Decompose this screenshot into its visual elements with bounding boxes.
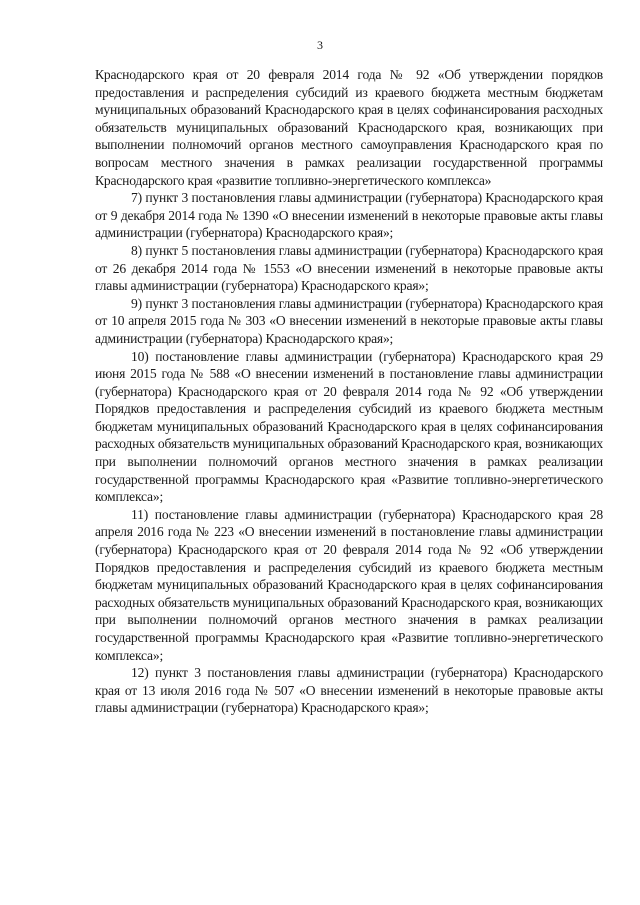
paragraph-item-10: 10) постановление главы администрации (губернатора) Краснодарского края 29 июня 2015 года № 588 «О внесении изменений в постановление главы администрации (губернатора) Краснодарского края от 20 февраля 2014 года № 92 «Об утверждении Порядков предоставления и распределения субсидий из краевого бюджета местным бюджетам муниципальных образований Краснодарского края в целях софинансирования расходных обязательств муниципальных образований Краснодарского края, возникающих при выполнении полномочий органов местного значения в рамках реализации государственной программы Краснодарского края «Развитие топливно-энергетического комплекса»; [95, 348, 603, 505]
paragraph-item-9: 9) пункт 3 постановления главы администрации (губернатора) Краснодарского края от 10 апреля 2015 года № 303 «О внесении изменений в некоторые правовые акты главы администрации (губернатора) Краснодарского края»; [95, 295, 603, 346]
paragraph-item-7: 7) пункт 3 постановления главы администрации (губернатора) Краснодарского края от 9 декабря 2014 года № 1390 «О внесении изменений в некоторые правовые акты главы администрации (губернатора) Краснодарского края»; [95, 190, 603, 241]
paragraph-item-8: 8) пункт 5 постановления главы администрации (губернатора) Краснодарского края от 26 декабря 2014 года № 1553 «О внесении изменений в некоторые правовые акты главы администрации (губернатора) Краснодарского края»; [95, 242, 603, 294]
paragraph-item-11: 11) постановление главы администрации (губернатора) Краснодарского края 28 апреля 2016 года № 223 «О внесении изменений в постановление главы администрации (губернатора) Краснодарского края от 20 февраля 2014 года № 92 «Об утверждении Порядков предоставления и распределения субсидий из краевого бюджета местным бюджетам муниципальных образований Краснодарского края в целях софинансирования расходных обязательств муниципальных образований Краснодарского края, возникающих при выполнении полномочий органов местного значения в рамках реализации государственной программы Краснодарского края «Развитие топливно-энергетического комплекса»; [95, 506, 603, 663]
document-body [95, 66, 603, 717]
paragraph-item-12: 12) пункт 3 постановления главы администрации (губернатора) Краснодарского края от 13 июля 2016 года № 507 «О внесении изменений в некоторые правовые акты главы администрации (губернатора) Краснодарского края»; [95, 665, 603, 716]
paragraph-continuation: Краснодарского края от 20 февраля 2014 года № 92 «Об утверждении порядков предоставления и распределения субсидий из краевого бюджета местным бюджетам муниципальных образований Краснодарского края в целях софинансирования расходных обязательств муниципальных образований Краснодарского края, возникающих при выполнении полномочий органов местного самоуправления Краснодарского края по вопросам местного значения в рамках реализации государственной программы Краснодарского края «развитие топливно-энергетического комплекса» [95, 67, 603, 188]
page-number: 3 [317, 38, 323, 52]
